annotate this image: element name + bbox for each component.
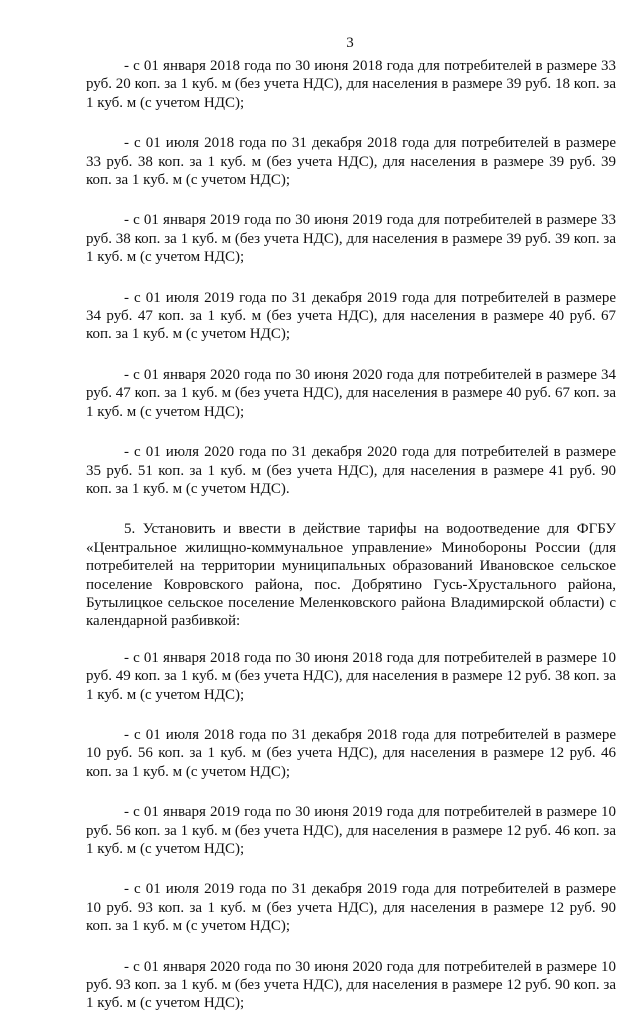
tariff-item: - с 01 июля 2018 года по 31 декабря 2018 года для потребителей в размере 10 руб. 56 коп. за 1 куб. м (без учета НДС), для населения в размере 12 руб. 46 коп. за 1 куб. м (с учетом НДС); <box>86 726 616 780</box>
tariff-item: - с 01 июля 2018 года по 31 декабря 2018 года для потребителей в размере 33 руб. 38 коп. за 1 куб. м (без учета НДС), для населения в размере 39 руб. 39 коп. за 1 куб. м (с учетом НДС); <box>86 135 616 189</box>
tariff-item: - с 01 января 2020 года по 30 июня 2020 года для потребителей в размере 34 руб. 47 коп. за 1 куб. м (без учета НДС), для населения в размере 40 руб. 67 коп. за 1 куб. м (с учетом НДС); <box>86 366 616 420</box>
tariff-item: - с 01 июля 2019 года по 31 декабря 2019 года для потребителей в размере 34 руб. 47 коп. за 1 куб. м (без учета НДС), для населения в размере 40 руб. 67 коп. за 1 куб. м (с учетом НДС); <box>86 289 616 343</box>
tariff-item: - с 01 января 2018 года по 30 июня 2018 года для потребителей в размере 33 руб. 20 коп. за 1 куб. м (без учета НДС), для населения в размере 39 руб. 18 коп. за 1 куб. м (с учетом НДС); <box>86 58 616 111</box>
tariff-item: - с 01 января 2018 года по 30 июня 2018 года для потребителей в размере 10 руб. 49 коп. за 1 куб. м (без учета НДС), для населения в размере 12 руб. 38 коп. за 1 куб. м (с учетом НДС); <box>86 649 616 703</box>
clause-5: 5. Установить и ввести в действие тарифы на водоотведение для ФГБУ «Центральное жилищно-коммунальное управление» Минобороны России (для потребителей на территории муниципальных образований Ивановское сельское поселение Ковровского района, пос. Добрятино Гусь-Хрустального района, Бутылицкое сельское поселение Меленковского района Владимирской области) с календарной разбивкой: <box>86 521 616 630</box>
page-number: 3 <box>346 35 354 51</box>
tariff-item: - с 01 июля 2020 года по 31 декабря 2020 года для потребителей в размере 35 руб. 51 коп. за 1 куб. м (без учета НДС), для населения в размере 41 руб. 90 коп. за 1 куб. м (с учетом НДС). <box>86 444 616 497</box>
tariff-item: - с 01 января 2020 года по 30 июня 2020 года для потребителей в размере 10 руб. 93 коп. за 1 куб. м (без учета НДС), для населения в размере 12 руб. 90 коп. за 1 куб. м (с учетом НДС); <box>86 958 616 1012</box>
tariff-item: - с 01 июля 2019 года по 31 декабря 2019 года для потребителей в размере 10 руб. 93 коп. за 1 куб. м (без учета НДС), для населения в размере 12 руб. 90 коп. за 1 куб. м (с учетом НДС); <box>86 881 616 935</box>
document-body <box>86 57 616 1035</box>
tariff-item: - с 01 января 2019 года по 30 июня 2019 года для потребителей в размере 33 руб. 38 коп. за 1 куб. м (без учета НДС), для населения в размере 39 руб. 39 коп. за 1 куб. м (с учетом НДС); <box>86 212 616 266</box>
tariff-item: - с 01 января 2019 года по 30 июня 2019 года для потребителей в размере 10 руб. 56 коп. за 1 куб. м (без учета НДС), для населения в размере 12 руб. 46 коп. за 1 куб. м (с учетом НДС); <box>86 804 616 857</box>
